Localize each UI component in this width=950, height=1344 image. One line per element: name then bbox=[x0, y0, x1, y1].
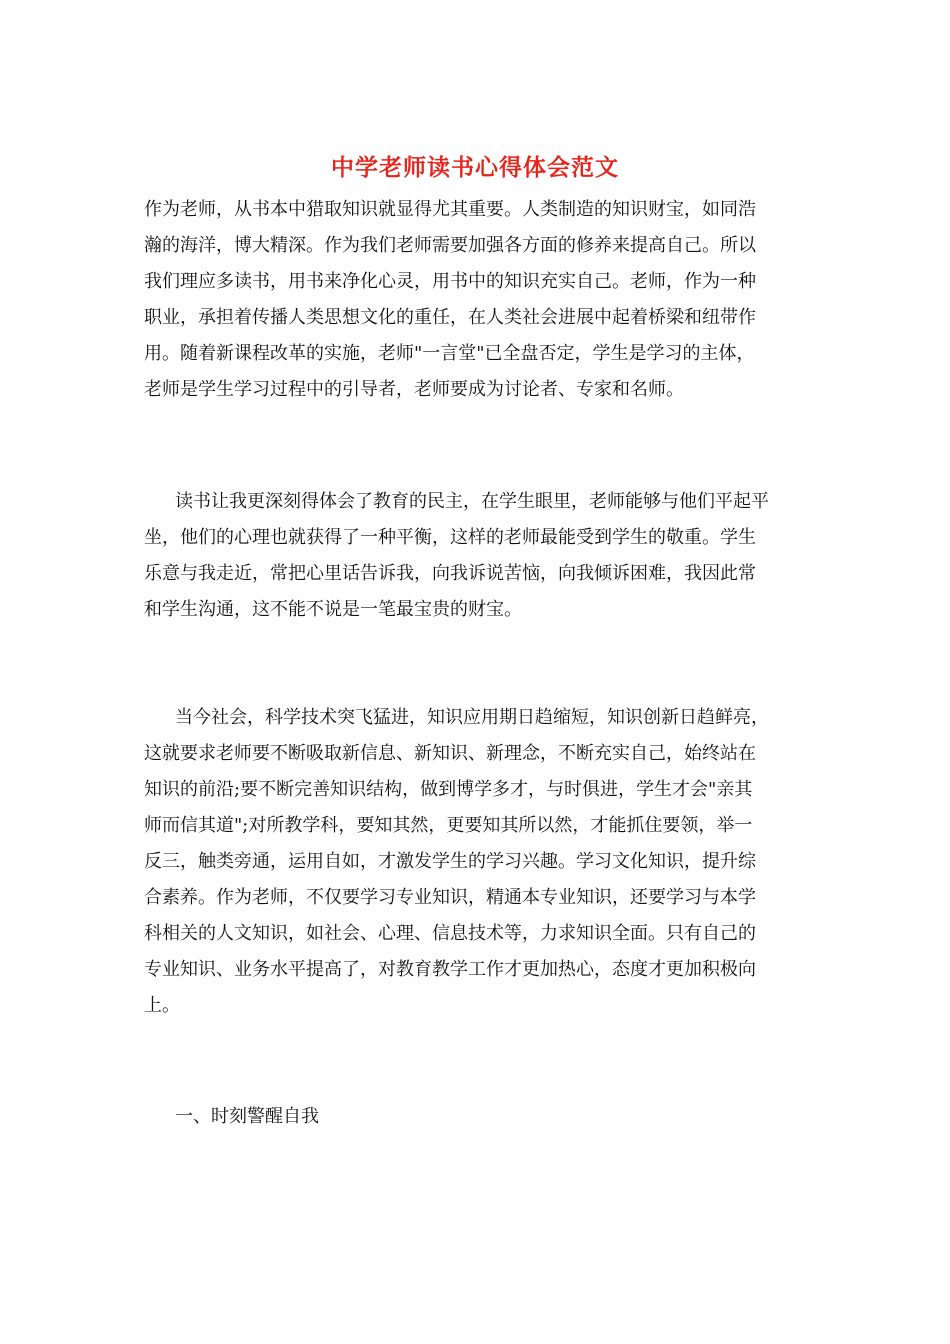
paragraph-line: 坐，他们的心理也就获得了一种平衡，这样的老师最能受到学生的敬重。学生 bbox=[144, 527, 756, 548]
paragraph-line: 科相关的人文知识，如社会、心理、信息技术等，力求知识全面。只有自己的 bbox=[144, 923, 756, 944]
paragraph-line: 上。 bbox=[144, 995, 180, 1016]
paragraph-line: 作为老师，从书本中猎取知识就显得尤其重要。人类制造的知识财宝，如同浩 bbox=[144, 199, 756, 220]
section-heading bbox=[144, 1099, 806, 1135]
paragraph-line: 用。随着新课程改革的实施，老师"一言堂"已全盘否定，学生是学习的主体， bbox=[144, 343, 755, 364]
section-heading-text: 一、时刻警醒自我 bbox=[175, 1106, 319, 1127]
paragraph-line: 乐意与我走近，常把心里话告诉我，向我诉说苦恼，向我倾诉困难，我因此常 bbox=[144, 563, 756, 584]
paragraph-line: 这就要求老师要不断吸取新信息、新知识、新理念，不断充实自己，始终站在 bbox=[144, 743, 756, 764]
paragraph-line: 老师是学生学习过程中的引导者，老师要成为讨论者、专家和名师。 bbox=[144, 379, 684, 400]
paragraph-line: 当今社会，科学技术突飞猛进，知识应用期日趋缩短，知识创新日趋鲜亮， bbox=[175, 707, 769, 728]
paragraph-line: 师而信其道";对所教学科，要知其然，更要知其所以然，才能抓住要领，举一 bbox=[144, 815, 753, 836]
paragraph-line: 职业，承担着传播人类思想文化的重任，在人类社会进展中起着桥梁和纽带作 bbox=[144, 307, 756, 328]
paragraph-line: 专业知识、业务水平提高了，对教育教学工作才更加热心，态度才更加积极向 bbox=[144, 959, 756, 980]
paragraph-democracy bbox=[144, 484, 806, 628]
paragraph-line: 知识的前沿;要不断完善知识结构，做到博学多才，与时俱进，学生才会"亲其 bbox=[144, 779, 753, 800]
paragraph-line: 和学生沟通，这不能不说是一笔最宝贵的财宝。 bbox=[144, 599, 522, 620]
paragraph-line: 我们理应多读书，用书来净化心灵，用书中的知识充实自己。老师，作为一种 bbox=[144, 271, 756, 292]
paragraph-intro bbox=[144, 192, 806, 408]
paragraph-knowledge bbox=[144, 700, 806, 1024]
paragraph-line: 瀚的海洋，博大精深。作为我们老师需要加强各方面的修养来提高自己。所以 bbox=[144, 235, 756, 256]
paragraph-line: 反三，触类旁通，运用自如，才激发学生的学习兴趣。学习文化知识，提升综 bbox=[144, 851, 756, 872]
paragraph-line: 读书让我更深刻得体会了教育的民主，在学生眼里，老师能够与他们平起平 bbox=[175, 491, 769, 512]
document-title: 中学老师读书心得体会范文 bbox=[331, 154, 619, 181]
paragraph-line: 合素养。作为老师，不仅要学习专业知识，精通本专业知识，还要学习与本学 bbox=[144, 887, 756, 908]
